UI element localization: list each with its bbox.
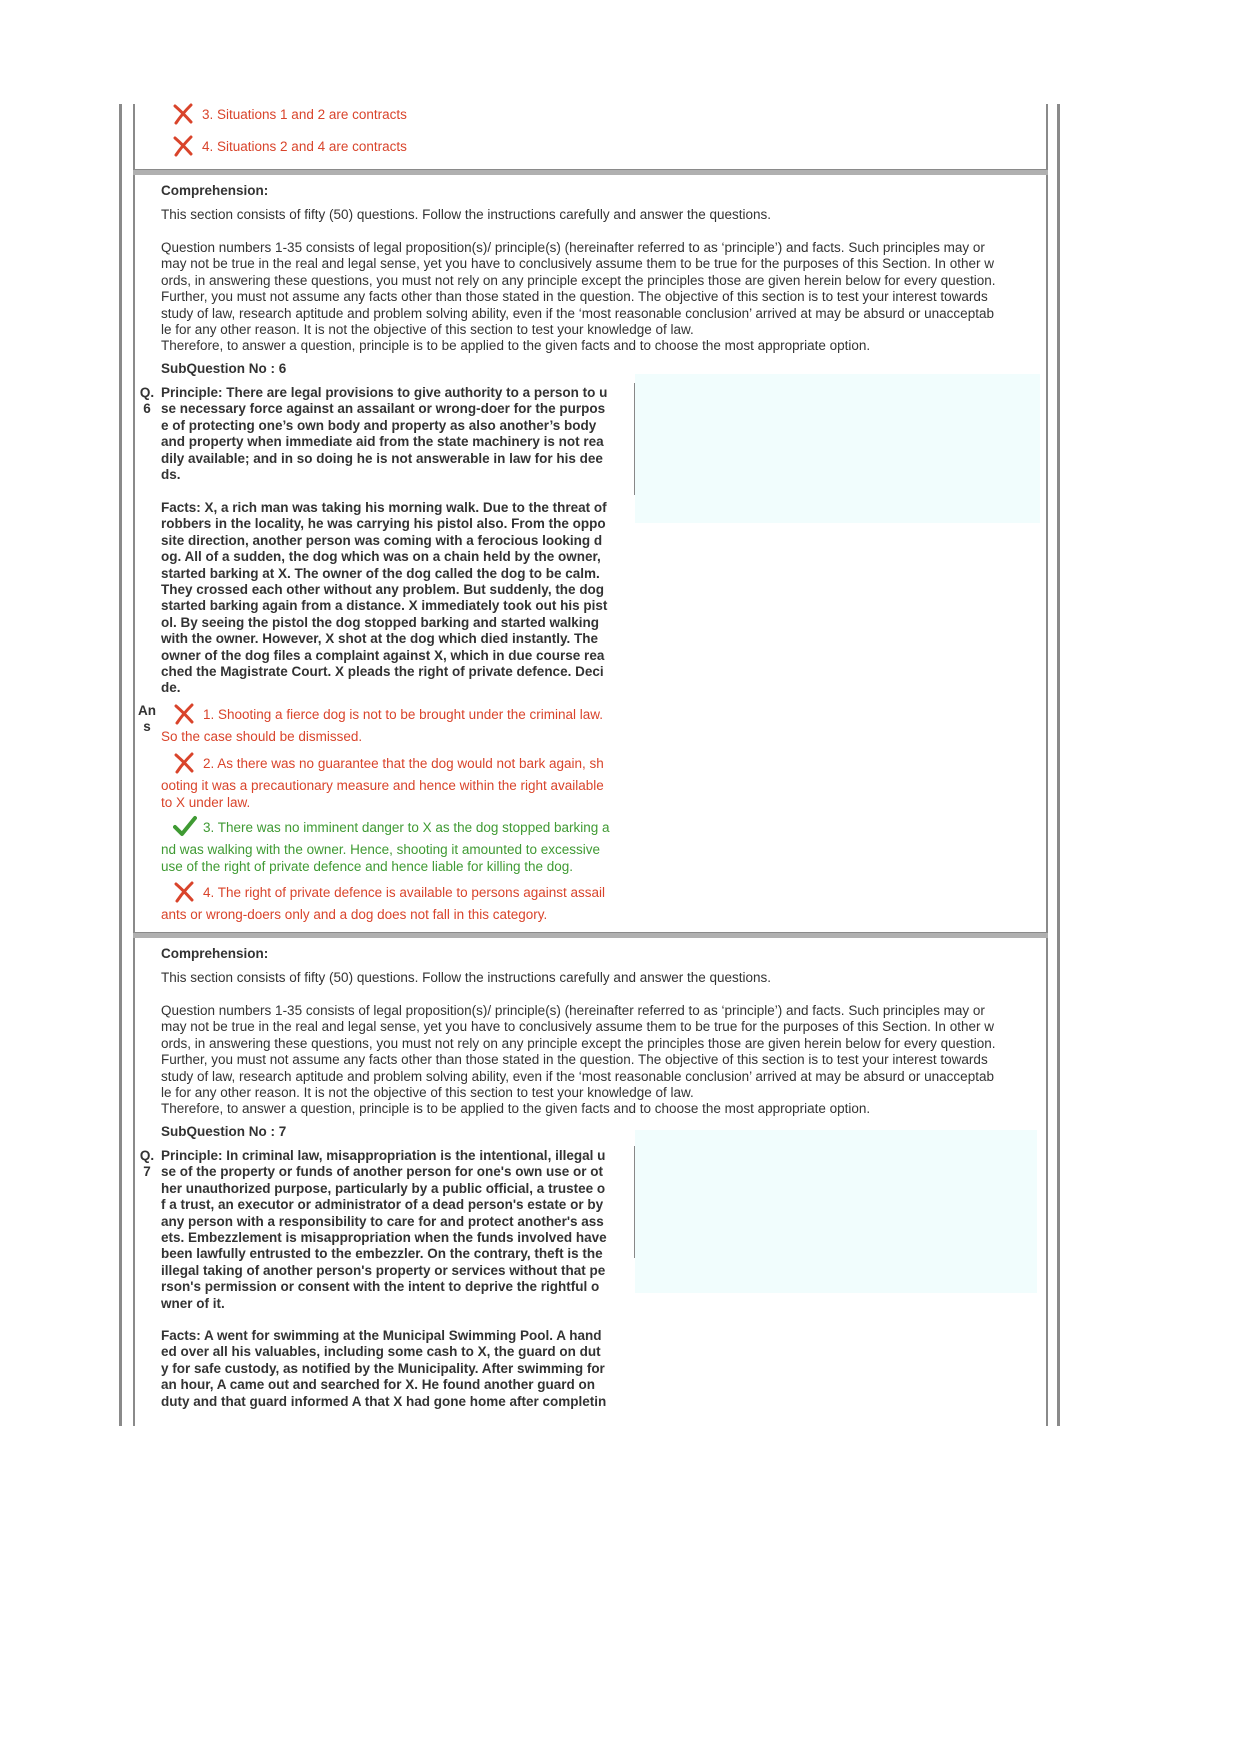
option-text: 3. There was no imminent danger to X as the dog stopped barking a: [203, 820, 610, 835]
answer-panel: [635, 374, 1040, 523]
question-principle: Principle: In criminal law, misappropriation is the intentional, illegal u se of the property or funds of another person for one's own use or ot her unauthorized purpose, particularly by a public official, a trustee o f a trust, an executor or administrator of a dead person's estate or by any person with a responsibility to care for and protect another's ass ets. Embezzlement is misappropriation when the funds involved have been lawfully entrusted to the embezzler. On the contrary, theft is the illegal taking of another person's property or services without that pe rson's permission or consent with the intent to deprive the rightful o wner of it.: [161, 1148, 607, 1311]
comprehension-label: Comprehension:: [161, 183, 269, 198]
comprehension-label: Comprehension:: [161, 946, 269, 961]
option-text-continued: So the case should be dismissed.: [161, 729, 363, 744]
answer-label: An s: [138, 703, 156, 735]
question-number: Q. 6: [139, 385, 155, 417]
question-facts: Facts: A went for swimming at the Municipal Swimming Pool. A hand ed over all his valuables, including some cash to X, the guard on dut y for safe custody, as notified by the Municipality. After swimming for an hour, A came out and searched for X. He found another guard on duty and that guard informed A that X had gone home after completin: [161, 1328, 607, 1409]
question-principle: Principle: There are legal provisions to give authority to a person to u se necessary force against an assailant or wrong-doer for the purpos e of protecting one’s own body and property as also another’s body and property when immediate aid from the state machinery is not rea dily available; and in so doing he is not answerable in law for his dee ds.: [161, 385, 608, 483]
option-text: 4. Situations 2 and 4 are contracts: [202, 139, 407, 154]
section-divider: [133, 932, 1048, 938]
subquestion-label: SubQuestion No : 7: [161, 1124, 287, 1139]
option-text: 2. As there was no guarantee that the dog would not bark again, sh: [203, 756, 604, 771]
option-text: 3. Situations 1 and 2 are contracts: [202, 107, 407, 122]
comprehension-body: Question numbers 1-35 consists of legal proposition(s)/ principle(s) (hereinafter referred to as ‘principle’) and facts. Such principles may or may not be true in the real and legal sense, yet you have to conclusively assume them to be true for the purposes of this Section. In other w ords, in answering these questions, you must not rely on any principle except the principles those are given herein below for every question. Further, you must not assume any facts other than those stated in the question. The objective of this section is to test your interest towards study of law, research aptitude and problem solving ability, even if the ‘most reasonable conclusion’ arrived at may be absurd or unacceptab le for any other reason. It is not the objective of this section to test your knowledge of law. Therefore, to answer a question, principle is to be applied to the given facts and to choose the most appropriate option.: [161, 240, 996, 354]
outer-border-right: [1057, 104, 1060, 1426]
comprehension-intro: This section consists of fifty (50) questions. Follow the instructions carefully and answer the questions.: [161, 970, 772, 985]
comprehension-body: Question numbers 1-35 consists of legal proposition(s)/ principle(s) (hereinafter referred to as ‘principle’) and facts. Such principles may or may not be true in the real and legal sense, yet you have to conclusively assume them to be true for the purposes of this Section. In other w ords, in answering these questions, you must not rely on any principle except the principles those are given herein below for every question. Further, you must not assume any facts other than those stated in the question. The objective of this section is to test your interest towards study of law, research aptitude and problem solving ability, even if the ‘most reasonable conclusion’ arrived at may be absurd or unacceptab le for any other reason. It is not the objective of this section to test your knowledge of law. Therefore, to answer a question, principle is to be applied to the given facts and to choose the most appropriate option.: [161, 1003, 996, 1117]
option-text: 4. The right of private defence is available to persons against assail: [203, 885, 605, 900]
comprehension-intro: This section consists of fifty (50) questions. Follow the instructions carefully and answer the questions.: [161, 207, 772, 222]
question-facts: Facts: X, a rich man was taking his morning walk. Due to the threat of robbers in the locality, he was carrying his pistol also. From the oppo site direction, another person was coming with a ferocious looking d og. All of a sudden, the dog which was on a chain held by the owner, started barking at X. The owner of the dog called the dog to be calm. They crossed each other without any problem. But suddenly, the dog started barking again from a distance. X immediately took out his pist ol. By seeing the pistol the dog stopped barking and started walking with the owner. However, X shot at the dog which died instantly. The owner of the dog files a complaint against X, which in due course rea ched the Magistrate Court. X pleads the right of private defence. Deci de.: [161, 500, 608, 696]
subquestion-label: SubQuestion No : 6: [161, 361, 287, 376]
answer-panel: [635, 1130, 1037, 1293]
cross-icon: [173, 881, 195, 903]
option-text-continued: nd was walking with the owner. Hence, shooting it amounted to excessive use of the right of private defence and hence liable for killing the dog.: [161, 842, 600, 874]
question-number: Q. 7: [139, 1148, 155, 1180]
outer-border-left: [119, 104, 122, 1426]
option-text-continued: ants or wrong-doers only and a dog does not fall in this category.: [161, 907, 548, 922]
option-text-continued: ooting it was a precautionary measure and hence within the right available to X under law.: [161, 778, 604, 810]
section-divider: [133, 169, 1048, 175]
cross-icon: [173, 752, 195, 774]
check-icon: [173, 815, 197, 837]
inner-border-left: [133, 104, 135, 1426]
inner-border-right: [1046, 104, 1048, 1426]
cross-icon: [173, 703, 195, 725]
cross-icon: [172, 103, 194, 125]
cross-icon: [172, 135, 194, 157]
option-text: 1. Shooting a fierce dog is not to be brought under the criminal law.: [203, 707, 603, 722]
